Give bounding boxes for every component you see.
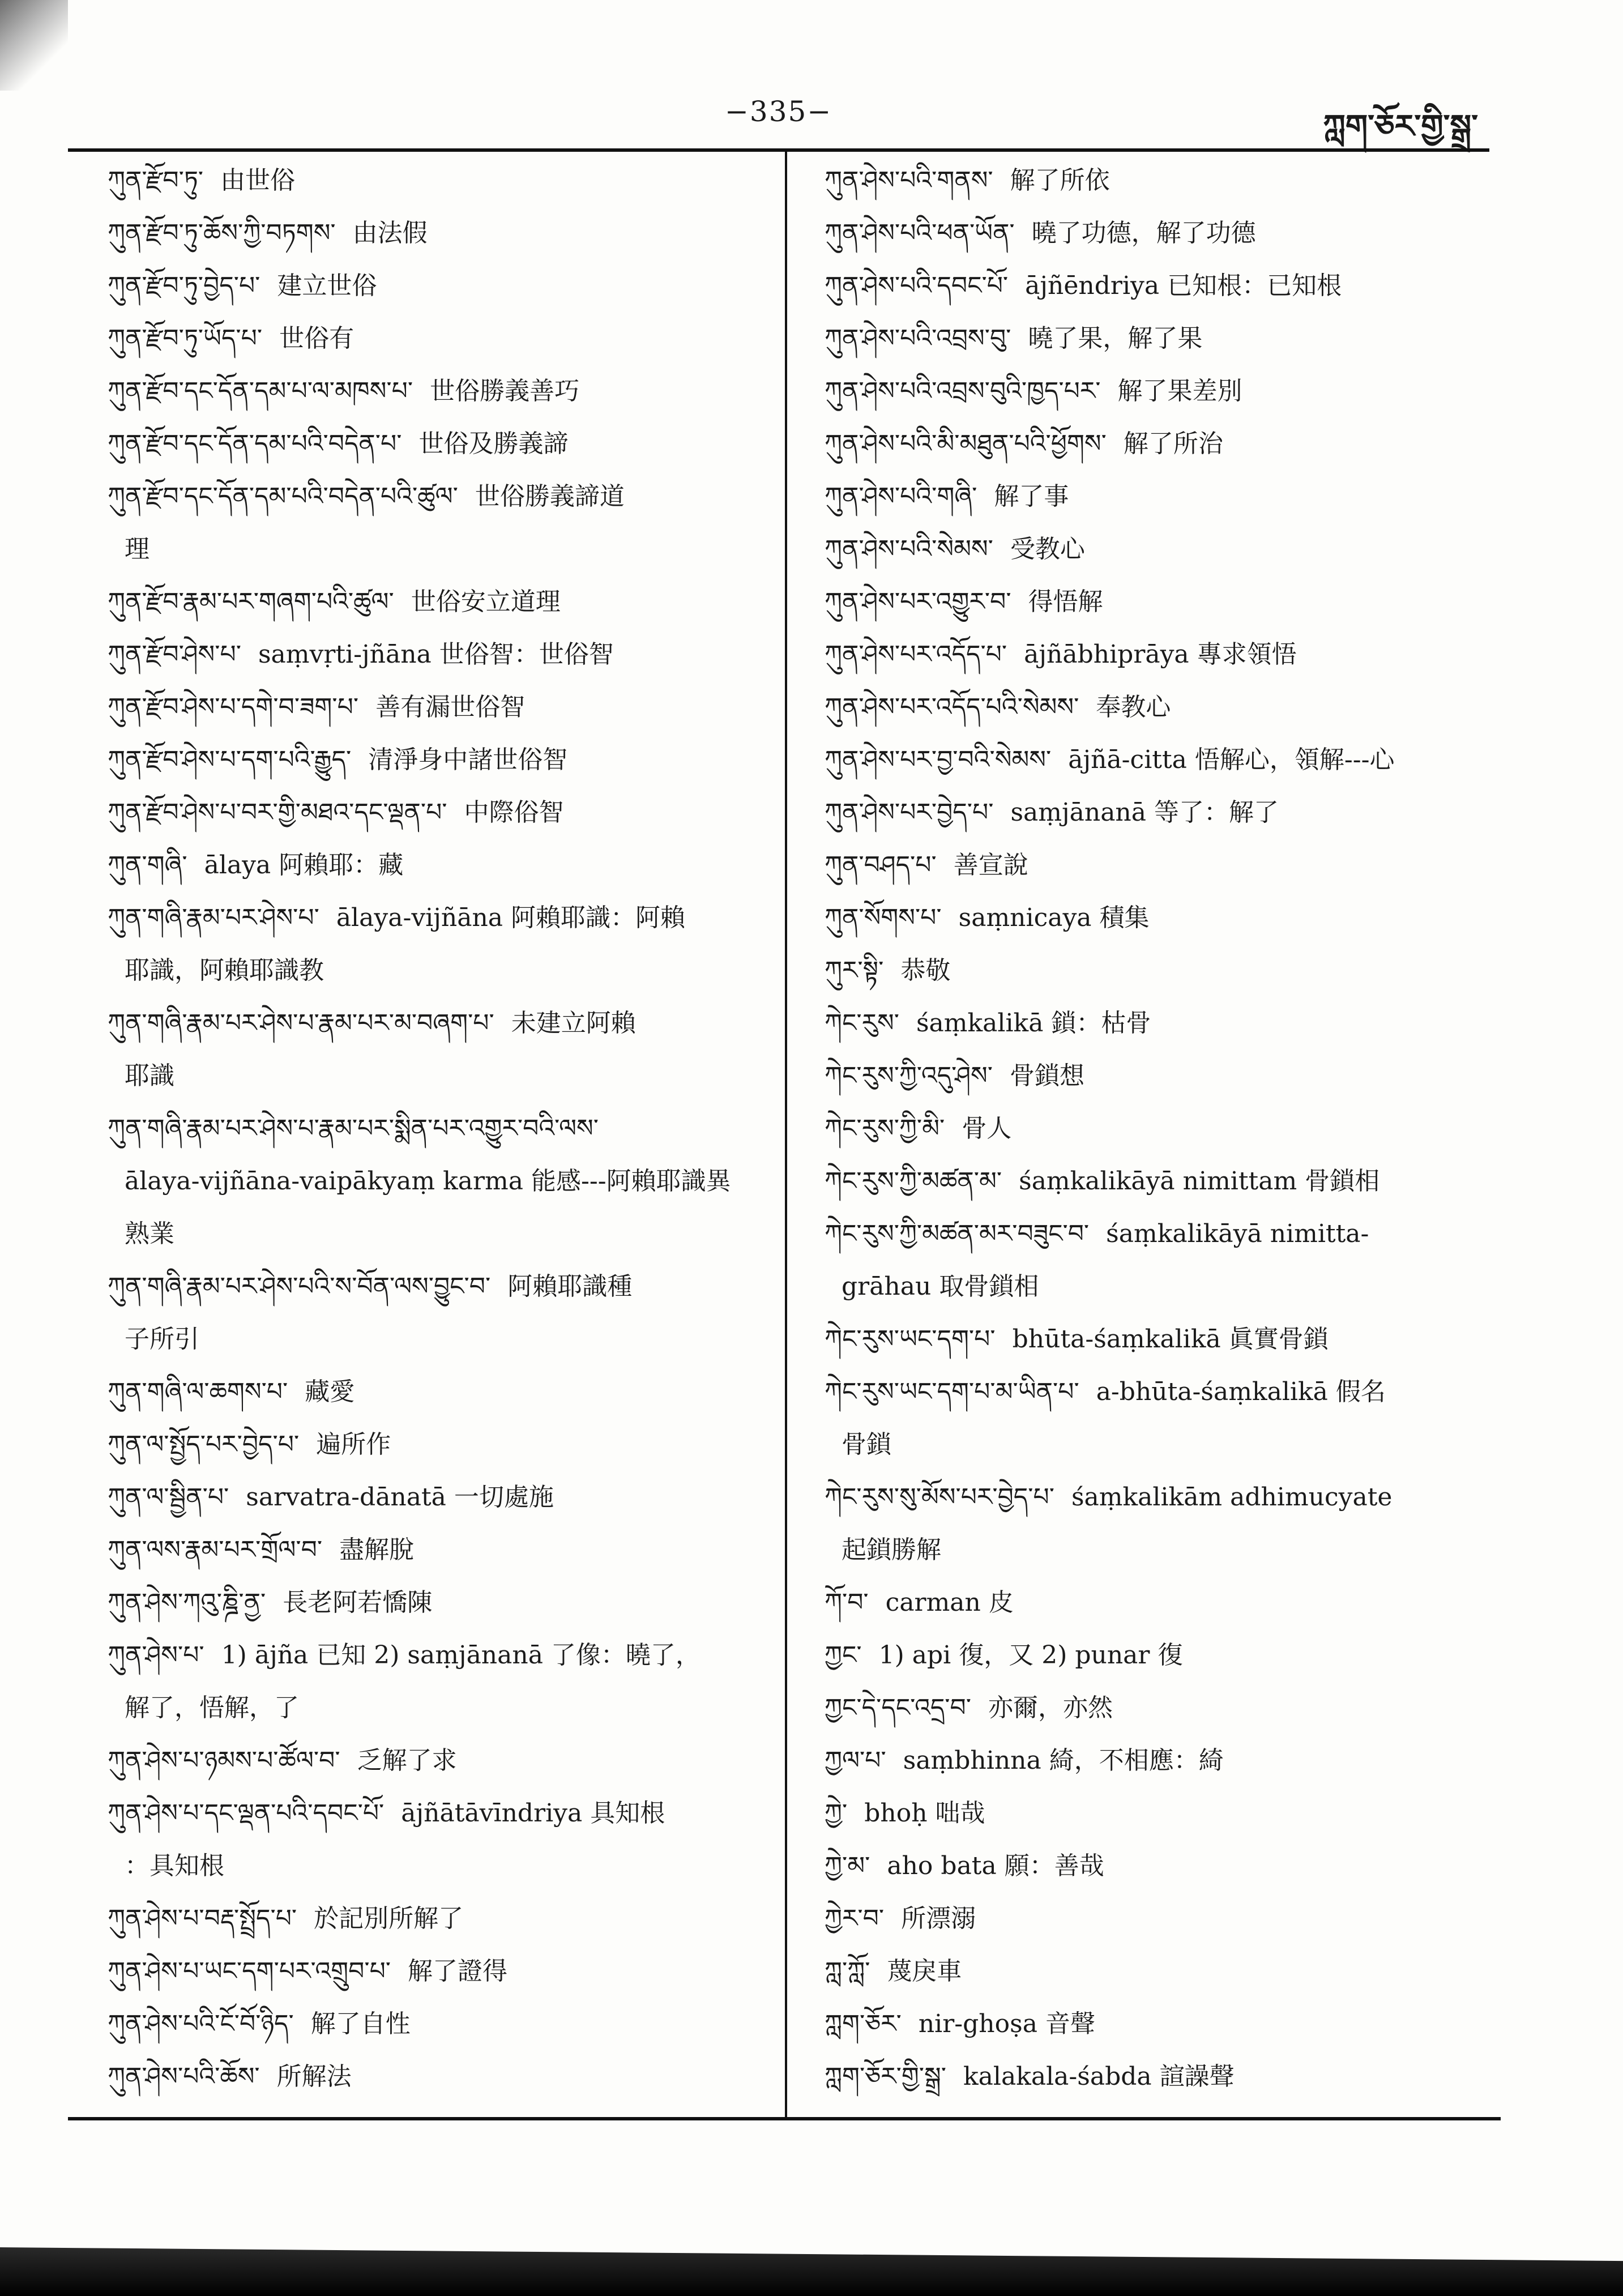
dictionary-entry — [108, 1576, 770, 1629]
dictionary-entry — [825, 1049, 1481, 1102]
dictionary-entry — [108, 891, 770, 997]
entry-headword: ཀུན་ཤེས་པའི་དབང་པོ་ — [825, 271, 1009, 300]
dictionary-entry — [825, 839, 1481, 891]
dictionary-entry — [108, 1787, 770, 1892]
scan-shadow-top-left — [0, 0, 68, 91]
entry-headword: ཀེང་རུས་ཀྱི་མཚན་མ་ — [825, 1167, 1002, 1196]
entry-headword: ཀུན་རྫོབ་ཤེས་པ་དག་པའི་རྒྱུད་ — [108, 745, 352, 774]
entry-gloss: 受教心 — [1010, 535, 1085, 564]
entry-gloss: ājñābhiprāya 專求領悟 — [1024, 640, 1297, 669]
entry-gloss: 1) api 復，又 2) punar 復 — [878, 1641, 1183, 1670]
entry-gloss: ājñā-citta 悟解心，領解---心 — [1068, 745, 1395, 774]
entry-gloss: 於記別所解了 — [314, 1904, 464, 1933]
entry-headword: ཀུན་ཤེས་པར་འདོད་པ་ — [825, 640, 1007, 669]
entry-headword: ཀུན་རྫོབ་ཤེས་པ་བར་གྱི་མཐའ་དང་ལྡན་པ་ — [108, 798, 447, 827]
entry-gloss: 長老阿若憍陳 — [283, 1588, 433, 1617]
dictionary-entry — [108, 1629, 770, 1734]
entry-headword: ཀུན་རྫོབ་ཏུ་ — [108, 166, 204, 195]
entry-continuation: grāhau 取骨鎖相 — [842, 1272, 1039, 1301]
entry-gloss: śaṃkalikā 鎖：枯骨 — [916, 1009, 1151, 1038]
entry-headword: ཀུན་རྫོབ་ཏུ་ཆོས་ཀྱི་བཏགས་ — [108, 219, 336, 247]
dictionary-entry — [108, 1998, 770, 2050]
dictionary-entry — [825, 365, 1481, 417]
entry-headword: ཀུན་གཞི་རྣམ་པར་ཤེས་པ་རྣམ་པར་མ་བཞག་པ་ — [108, 1009, 494, 1038]
entry-gloss: 曉了果，解了果 — [1028, 324, 1203, 353]
dictionary-entry — [825, 891, 1481, 944]
dictionary-entry — [108, 1102, 770, 1260]
dictionary-entry — [108, 1945, 770, 1998]
entry-gloss: śaṃkalikām adhimucyate — [1071, 1483, 1393, 1512]
entry-headword: ཀུན་རྫོབ་དང་དོན་དམ་པའི་བདེན་པའི་ཚུལ་ — [108, 482, 458, 511]
dictionary-entry — [108, 1471, 770, 1523]
entry-continuation: 骨鎖 — [842, 1430, 891, 1459]
entry-gloss: saṃnicaya 積集 — [958, 903, 1150, 932]
entry-gloss: a-bhūta-śaṃkalikā 假名 — [1096, 1377, 1386, 1406]
dictionary-entry — [108, 839, 770, 891]
dictionary-entry — [825, 1365, 1481, 1471]
entry-gloss: 盡解脫 — [339, 1535, 415, 1564]
dictionary-entry — [825, 1945, 1481, 1998]
entry-headword: ཀུན་ཤེས་པར་འགྱུར་བ་ — [825, 587, 1011, 616]
entry-gloss: aho bata 願：善哉 — [887, 1851, 1104, 1880]
entry-continuation: 子所引 — [125, 1325, 199, 1354]
entry-gloss: 善有漏世俗智 — [375, 693, 526, 722]
entry-gloss: 建立世俗 — [277, 271, 377, 300]
dictionary-entry — [108, 628, 770, 681]
entry-gloss: 得悟解 — [1028, 587, 1103, 616]
entry-headword: ཀྱལ་པ་ — [825, 1746, 886, 1775]
entry-gloss: 阿賴耶識種 — [507, 1272, 633, 1301]
entry-headword: ཀྱེ་མ་ — [825, 1851, 870, 1880]
entry-gloss: ālaya 阿賴耶：藏 — [204, 851, 404, 880]
dictionary-entry — [825, 1787, 1481, 1840]
entry-headword: ཀེང་རུས་ཀྱི་མཚན་མར་བཟུང་བ་ — [825, 1219, 1090, 1248]
dictionary-entry — [825, 944, 1481, 997]
entry-gloss: 蔑戾車 — [887, 1957, 962, 1986]
entry-headword: ཀེང་རུས་ཡང་དག་པ་མ་ཡིན་པ་ — [825, 1377, 1079, 1406]
dictionary-entry — [825, 575, 1481, 628]
entry-gloss: 由法假 — [352, 219, 428, 247]
dictionary-entry — [108, 365, 770, 417]
entry-headword: ཀུན་རྫོབ་རྣམ་པར་གཞག་པའི་ཚུལ་ — [108, 587, 394, 616]
entry-gloss: kalakala-śabda 諠譟聲 — [963, 2062, 1235, 2091]
entry-headword: ཀུན་ཤེས་པ་བརྡ་སྤྲོད་པ་ — [108, 1904, 297, 1933]
entry-headword: ཀུར་སྟི་ — [825, 956, 884, 985]
dictionary-entry — [825, 312, 1481, 365]
entry-headword: ཀྱང་ — [825, 1641, 862, 1670]
dictionary-entry — [108, 733, 770, 786]
dictionary-entry — [108, 1892, 770, 1945]
dictionary-entry — [825, 1576, 1481, 1629]
entry-gloss: 清淨身中諸世俗智 — [368, 745, 568, 774]
entry-gloss: 解了所治 — [1123, 429, 1223, 458]
dictionary-entry — [825, 2050, 1481, 2103]
entry-gloss: ājñēndriya 已知根：已知根 — [1025, 271, 1342, 300]
entry-gloss: 未建立阿賴 — [511, 1009, 636, 1038]
dictionary-entry — [108, 207, 770, 259]
entry-gloss: carman 皮 — [885, 1588, 1014, 1617]
entry-headword: ཀུན་ཤེས་པའི་ངོ་བོ་ཉིད་ — [108, 2009, 294, 2038]
entry-headword: ཀུན་ཤེས་པར་འདོད་པའི་སེམས་ — [825, 693, 1079, 722]
entry-headword: ཀེང་རུས་སུ་མོས་པར་བྱེད་པ་ — [825, 1483, 1054, 1512]
entry-headword: ཀུན་གཞི་རྣམ་པར་ཤེས་པ་རྣམ་པར་སྨིན་པར་འགྱུར་བའི་ལས་ — [108, 1114, 599, 1143]
entry-gloss: 骨人 — [962, 1114, 1012, 1143]
dictionary-entry — [108, 259, 770, 312]
entry-gloss: 遍所作 — [316, 1430, 391, 1459]
entry-gloss: 世俗勝義善巧 — [430, 377, 580, 406]
dictionary-entry — [108, 417, 770, 470]
entry-headword: ཀུན་རྫོབ་དང་དོན་དམ་པ་ལ་མཁས་པ་ — [108, 377, 413, 406]
entry-continuation: 耶識 — [125, 1061, 174, 1090]
entry-headword: ཀྱང་དེ་དང་འདྲ་བ་ — [825, 1693, 971, 1722]
entry-headword: ཀུན་གཞི་རྣམ་པར་ཤེས་པ་ — [108, 903, 319, 932]
entry-gloss: 世俗勝義諦道 — [475, 482, 625, 511]
entry-headword: ཀུན་གཞི་ — [108, 851, 187, 880]
dictionary-entry — [825, 1734, 1481, 1787]
dictionary-entry — [825, 417, 1481, 470]
dictionary-entry — [825, 1102, 1481, 1155]
running-head: ཀླག་ཅོར་གྱི་སྒྲ་ — [1323, 108, 1478, 145]
dictionary-entry — [108, 1734, 770, 1787]
entry-gloss: 世俗及勝義諦 — [418, 429, 569, 458]
entry-gloss: 善宣說 — [953, 851, 1028, 880]
entry-headword: ཀུན་ཤེས་པའི་གཞི་ — [825, 482, 977, 511]
entry-headword: ཀུན་ཤེས་པ་ — [108, 1641, 204, 1670]
entry-gloss: 解了證得 — [408, 1957, 508, 1986]
entry-gloss: 世俗安立道理 — [411, 587, 561, 616]
dictionary-entry — [825, 1682, 1481, 1734]
dictionary-entry — [108, 154, 770, 207]
entry-headword: ཀླག་ཅོར་ — [825, 2009, 902, 2038]
entry-headword: ཀླ་ཀློ་ — [825, 1957, 870, 1986]
dictionary-entry — [108, 997, 770, 1102]
entry-gloss: 解了所依 — [1010, 166, 1110, 195]
entry-headword: ཀུན་སོགས་པ་ — [825, 903, 942, 932]
entry-headword: ཀུན་ལ་སྦྱིན་པ་ — [108, 1483, 229, 1512]
entry-gloss: 1) ājña 已知 2) saṃjānanā 了像：曉了， — [221, 1641, 701, 1670]
dictionary-entry — [108, 1365, 770, 1418]
entry-headword: ཀེང་རུས་ — [825, 1009, 899, 1038]
page-number: −335− — [725, 95, 832, 128]
entry-headword: ཀུན་རྫོབ་ཤེས་པ་དགེ་བ་ཟག་པ་ — [108, 693, 359, 722]
column-divider — [785, 148, 787, 2120]
entry-headword: ཀྱེ་ — [825, 1799, 848, 1828]
entry-headword: ཀེང་རུས་ཀྱི་འདུ་ཤེས་ — [825, 1061, 993, 1090]
entry-continuation: 起鎖勝解 — [842, 1535, 941, 1564]
dictionary-entry — [108, 786, 770, 839]
entry-headword: ཀུན་རྫོབ་ཤེས་པ་ — [108, 640, 241, 669]
entry-headword: ཀུན་ཤེས་ཀའུ་ཎྜི་ནྱ་ — [108, 1588, 266, 1617]
entry-gloss: 骨鎖想 — [1009, 1061, 1084, 1090]
entry-gloss: 曉了功德，解了功德 — [1031, 219, 1256, 247]
entry-gloss: bhūta-śaṃkalikā 眞實骨鎖 — [1012, 1325, 1329, 1354]
entry-gloss: 所漂溺 — [901, 1904, 976, 1933]
entry-headword: ཀུན་རྫོབ་ཏུ་བྱེད་པ་ — [108, 271, 260, 300]
entry-gloss: nir-ghoṣa 音聲 — [918, 2009, 1095, 2038]
dictionary-entry — [108, 1418, 770, 1471]
entry-headword: ཀུན་ཤེས་པ་དང་ལྡན་པའི་དབང་པོ་ — [108, 1799, 385, 1828]
dictionary-entry — [825, 207, 1481, 259]
entry-headword: ཀེང་རུས་ཡང་དག་པ་ — [825, 1325, 996, 1354]
entry-headword: ཀྱེར་བ་ — [825, 1904, 885, 1933]
dictionary-entry — [108, 575, 770, 628]
entry-gloss: 世俗有 — [279, 324, 355, 353]
entry-continuation: 解了，悟解，了 — [125, 1693, 299, 1722]
entry-continuation: 理 — [125, 535, 150, 564]
entry-continuation: ：具知根 — [125, 1851, 224, 1880]
dictionary-entry — [825, 733, 1481, 786]
dictionary-entry — [108, 470, 770, 575]
dictionary-entry — [108, 1260, 770, 1365]
entry-headword: ཀུན་ཤེས་པའི་ཕན་ཡོན་ — [825, 219, 1015, 247]
entry-gloss: 解了自性 — [310, 2009, 411, 2038]
entry-headword: ཀུན་ཤེས་པར་བྱ་བའི་སེམས་ — [825, 745, 1052, 774]
dictionary-entry — [825, 786, 1481, 839]
entry-continuation: 耶識，阿賴耶識教 — [125, 956, 324, 985]
entry-headword: ཀུན་ལ་སྤྱོད་པར་བྱེད་པ་ — [108, 1430, 300, 1459]
entry-gloss: 解了事 — [994, 482, 1069, 511]
entry-headword: ཀུན་ཤེས་པའི་འབྲས་བུའི་ཁྱད་པར་ — [825, 377, 1101, 406]
entry-gloss: śaṃkalikāyā nimitta- — [1106, 1219, 1369, 1248]
dictionary-entry — [825, 1998, 1481, 2050]
entry-headword: ཀུན་ཤེས་པའི་ཆོས་ — [108, 2062, 260, 2091]
entry-headword: ཀུན་གཞི་རྣམ་པར་ཤེས་པའི་ས་བོན་ལས་བྱུང་བ་ — [108, 1272, 491, 1301]
right-column — [825, 154, 1481, 2103]
entry-headword: ཀུན་བཤད་པ་ — [825, 851, 937, 880]
entry-gloss: bhoḥ 咄哉 — [864, 1799, 985, 1828]
entry-gloss: 由世俗 — [220, 166, 296, 195]
entry-gloss: sarvatra-dānatā 一切處施 — [246, 1483, 554, 1512]
dictionary-entry — [108, 312, 770, 365]
entry-headword: ཀུན་ཤེས་པ་ཡང་དག་པར་འགྲུབ་པ་ — [108, 1957, 391, 1986]
entry-gloss: ālaya-vijñāna 阿賴耶識：阿賴 — [336, 903, 686, 932]
entry-headword: ཀླག་ཅོར་གྱི་སྒྲ་ — [825, 2062, 946, 2091]
dictionary-entry — [825, 1629, 1481, 1682]
entry-gloss: 奉教心 — [1096, 693, 1171, 722]
dictionary-entry — [108, 2050, 770, 2103]
entry-gloss: saṃbhinna 綺，不相應：綺 — [903, 1746, 1224, 1775]
dictionary-entry — [825, 628, 1481, 681]
left-column — [108, 154, 770, 2103]
entry-headword: ཀུན་ཤེས་པའི་གནས་ — [825, 166, 993, 195]
dictionary-entry — [825, 259, 1481, 312]
page-header — [68, 85, 1484, 147]
entry-gloss: 所解法 — [276, 2062, 352, 2091]
entry-headword: ཀུན་རྫོབ་ཏུ་ཡོད་པ་ — [108, 324, 263, 353]
entry-headword: ཀུན་ལས་རྣམ་པར་གྲོལ་བ་ — [108, 1535, 323, 1564]
entry-gloss: ājñātāvīndriya 具知根 — [401, 1799, 665, 1828]
entry-continuation: 熟業 — [125, 1219, 174, 1248]
entry-gloss: 恭敬 — [900, 956, 951, 985]
entry-gloss: 中際俗智 — [464, 798, 564, 827]
dictionary-entry — [825, 1471, 1481, 1576]
entry-gloss: saṃvṛti-jñāna 世俗智：世俗智 — [258, 640, 614, 669]
dictionary-entry — [825, 154, 1481, 207]
entry-gloss: 解了果差別 — [1117, 377, 1242, 406]
entry-headword: ཀུན་ཤེས་པར་བྱེད་པ་ — [825, 798, 994, 827]
dictionary-entry — [825, 997, 1481, 1049]
entry-headword: ཀུན་ཤེས་པའི་འབྲས་བུ་ — [825, 324, 1011, 353]
entry-headword: ཀུན་ཤེས་པ་ཉམས་པ་ཚོལ་བ་ — [108, 1746, 340, 1775]
entry-headword: ཀུན་གཞི་ལ་ཆགས་པ་ — [108, 1377, 288, 1406]
entry-gloss: 乏解了求 — [357, 1746, 457, 1775]
dictionary-entry — [825, 470, 1481, 523]
entry-headword: ཀེང་རུས་ཀྱི་མི་ — [825, 1114, 945, 1143]
entry-gloss: śaṃkalikāyā nimittam 骨鎖相 — [1019, 1167, 1380, 1196]
dictionary-entry — [825, 681, 1481, 733]
entry-headword: ཀུན་རྫོབ་དང་དོན་དམ་པའི་བདེན་པ་ — [108, 429, 402, 458]
dictionary-entry — [108, 681, 770, 733]
footer-rule — [68, 2117, 1501, 2120]
header-rule — [68, 148, 1489, 152]
dictionary-entry — [108, 1523, 770, 1576]
entry-gloss: 藏愛 — [305, 1377, 355, 1406]
dictionary-entry — [825, 523, 1481, 575]
entry-headword: ཀུན་ཤེས་པའི་སེམས་ — [825, 535, 993, 564]
entry-gloss: 亦爾，亦然 — [988, 1693, 1113, 1722]
dictionary-entry — [825, 1207, 1481, 1313]
scan-shadow-bottom — [0, 2247, 1623, 2296]
dictionary-entry — [825, 1155, 1481, 1207]
dictionary-entry — [825, 1313, 1481, 1365]
entry-headword: ཀུན་ཤེས་པའི་མི་མཐུན་པའི་ཕྱོགས་ — [825, 429, 1107, 458]
entry-headword: ཀོ་བ་ — [825, 1588, 869, 1617]
dictionary-entry — [825, 1840, 1481, 1892]
entry-continuation: ālaya-vijñāna-vaipākyaṃ karma 能感---阿賴耶識異 — [125, 1167, 731, 1196]
dictionary-entry — [825, 1892, 1481, 1945]
entry-gloss: saṃjānanā 等了：解了 — [1010, 798, 1279, 827]
